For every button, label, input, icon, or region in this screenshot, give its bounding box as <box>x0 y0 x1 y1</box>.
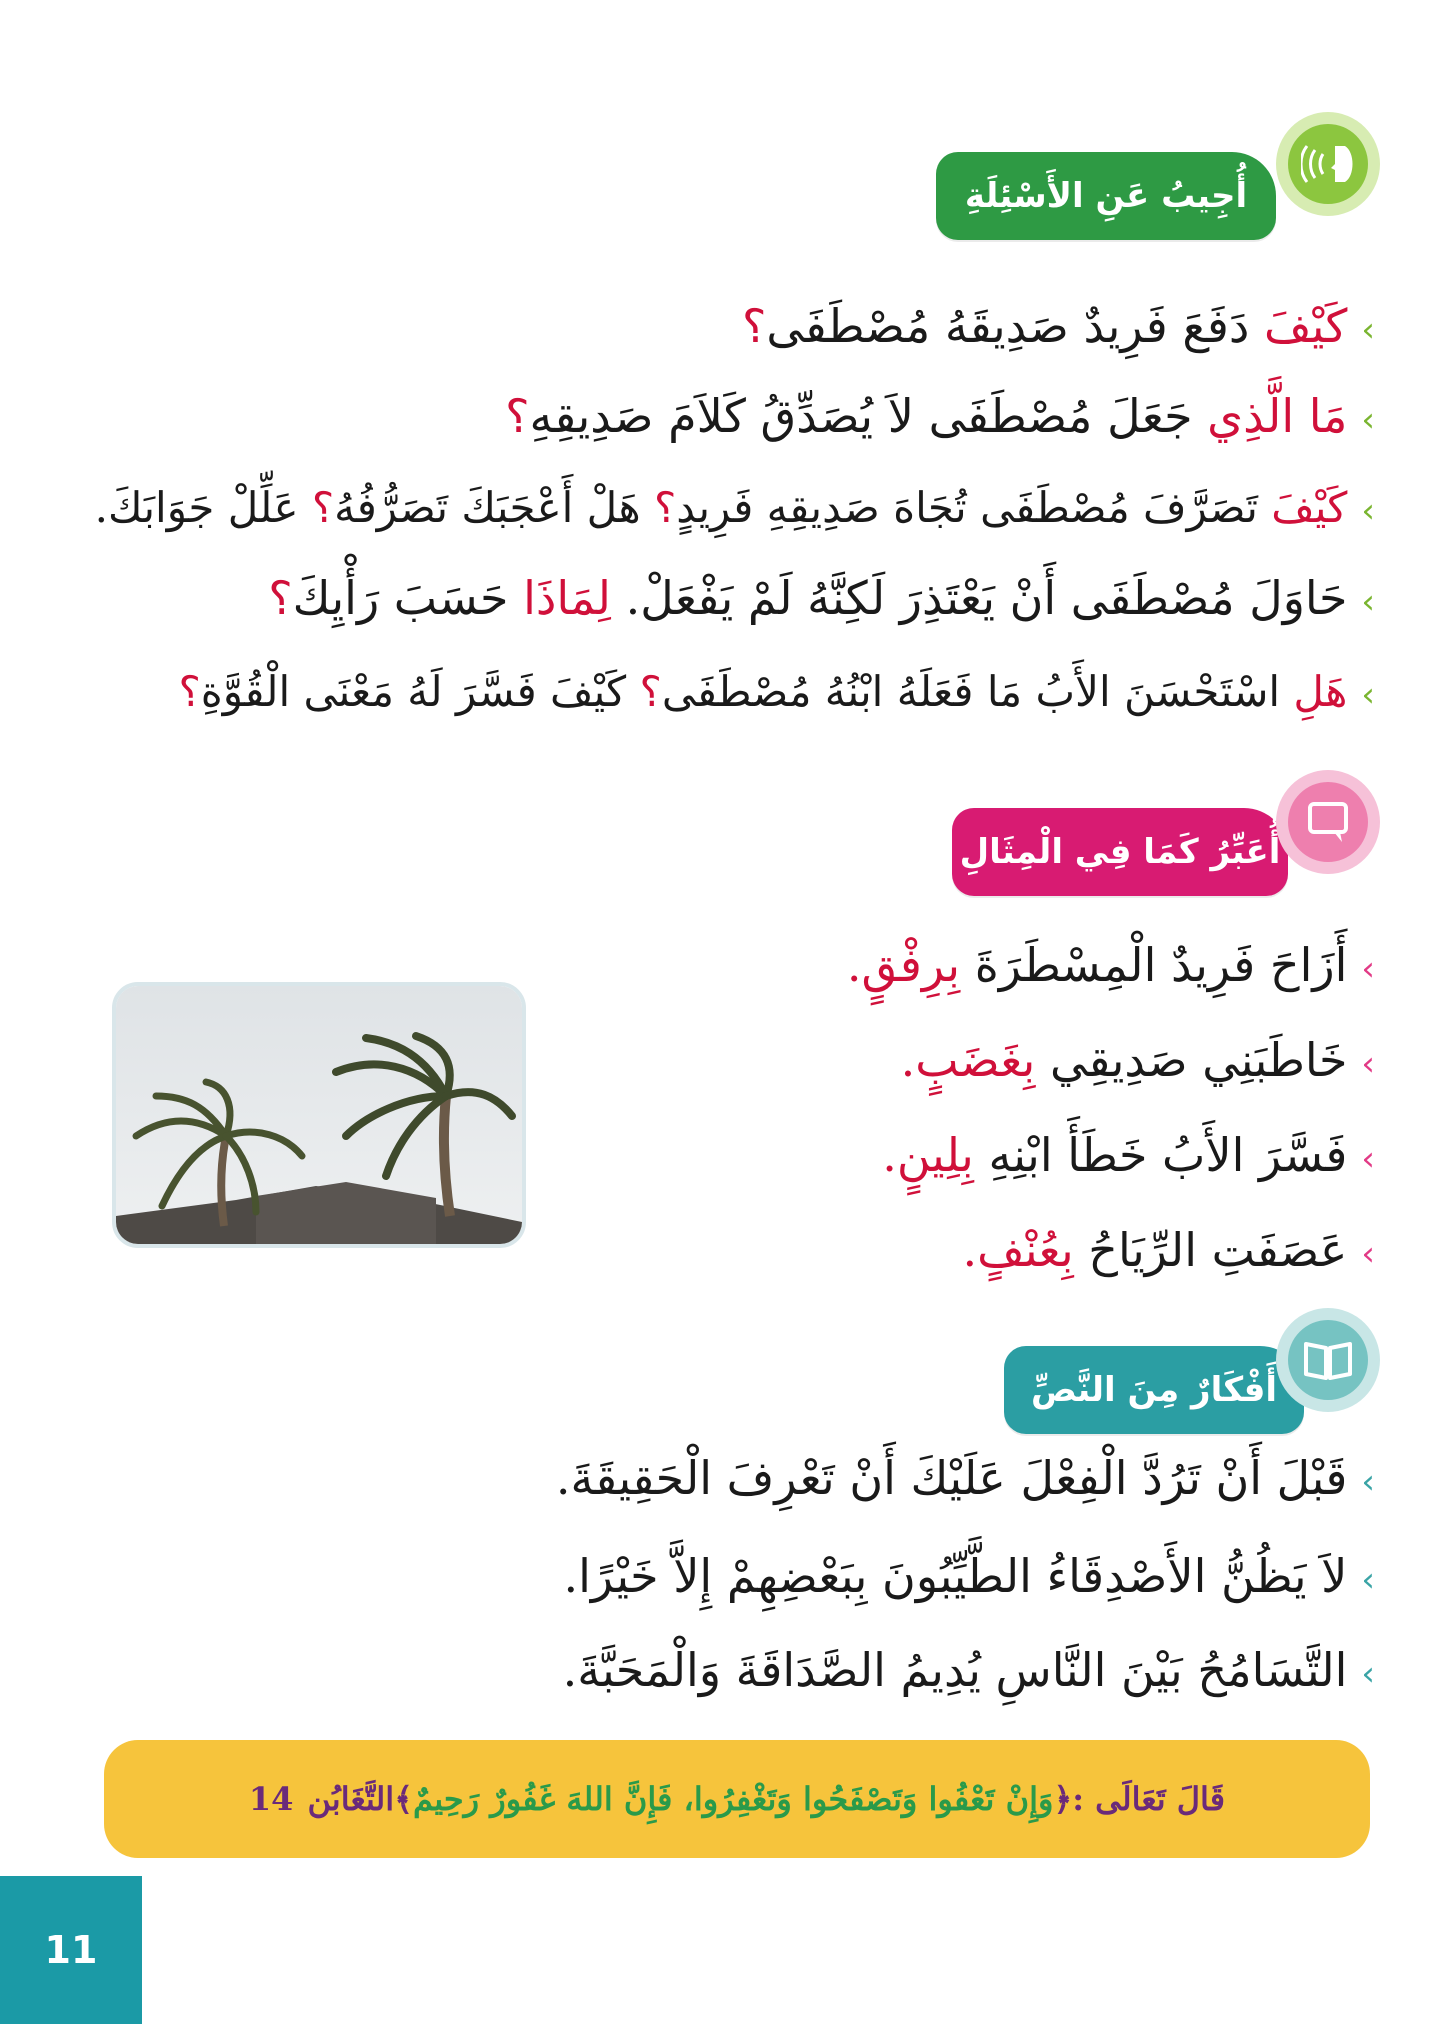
questions-badge <box>1276 112 1380 216</box>
questions-banner <box>936 152 1276 240</box>
idea-3: ›التَّسَامُحُ بَيْنَ النَّاسِ يُدِيمُ الصَّدَاقَةَ وَالْمَحَبَّةَ. <box>563 1640 1375 1704</box>
page-number: 11 <box>44 1928 98 1972</box>
quran-verse-box <box>104 1740 1370 1858</box>
bullet-icon: › <box>1361 582 1375 622</box>
page-number-tab <box>0 1876 142 2024</box>
bullet-icon: › <box>1361 675 1375 715</box>
verse-intro: قَالَ تَعَالَى : <box>1072 1780 1226 1818</box>
ideas-banner <box>1004 1346 1304 1434</box>
bullet-icon: › <box>1361 1654 1375 1694</box>
bullet-icon: › <box>1361 1462 1375 1502</box>
bullet-icon: › <box>1361 310 1375 350</box>
express-title: أُعَبِّرُ كَمَا فِي الْمِثَالِ <box>959 832 1281 872</box>
bullet-icon: › <box>1361 1234 1375 1274</box>
verse-open-bracket: ﴿ <box>1053 1780 1073 1818</box>
bullet-icon: › <box>1361 491 1375 531</box>
idea-2: ›لاَ يَظُنُّ الأَصْدِقَاءُ الطَّيِّبُونَ بِبَعْضِهِمْ إِلاَّ خَيْرًا. <box>563 1546 1375 1610</box>
verse-surah: التَّغَابُن <box>307 1780 395 1818</box>
express-line-2: ›خَاطَبَنِي صَدِيقِي بِغَضَبٍ. <box>901 1030 1375 1094</box>
question-4: ›حَاوَلَ مُصْطَفَى أَنْ يَعْتَذِرَ لَكِنَّهُ لَمْ يَفْعَلْ. لِمَاذَا حَسَبَ رَأْيِكَ؟ <box>268 568 1375 632</box>
verse-close-bracket: ﴾ <box>394 1780 413 1818</box>
express-badge <box>1276 770 1380 874</box>
idea-1: ›قَبْلَ أَنْ تَرُدَّ الْفِعْلَ عَلَيْكَ أَنْ تَعْرِفَ الْحَقِيقَةَ. <box>556 1448 1375 1512</box>
bullet-icon: › <box>1361 400 1375 440</box>
speaking-head-icon <box>1301 140 1355 188</box>
ideas-title: أَفْكَارٌ مِنَ النَّصِّ <box>1030 1370 1278 1410</box>
question-1: ›كَيْفَ دَفَعَ فَرِيدٌ صَدِيقَهُ مُصْطَفَى؟ <box>742 296 1375 360</box>
storm-palm-photo <box>112 982 526 1248</box>
ideas-badge <box>1276 1308 1380 1412</box>
verse-ayah: 14 <box>248 1780 294 1818</box>
bullet-icon: › <box>1361 1139 1375 1179</box>
bullet-icon: › <box>1361 1044 1375 1084</box>
speech-bubble-icon <box>1304 798 1352 846</box>
bullet-icon: › <box>1361 949 1375 989</box>
open-book-icon <box>1302 1338 1354 1382</box>
express-line-3: ›فَسَّرَ الأَبُ خَطَأَ ابْنِهِ بِلِينٍ. <box>882 1125 1375 1189</box>
questions-title: أُجِيبُ عَنِ الأَسْئِلَةِ <box>964 176 1248 216</box>
question-3: ›كَيْفَ تَصَرَّفَ مُصْطَفَى تُجَاهَ صَدِيقِهِ فَرِيدٍ؟ هَلْ أَعْجَبَكَ تَصَرُّفُهُ؟ عَلِّلْ جَوَابَكَ. <box>95 478 1375 541</box>
express-banner <box>952 808 1288 896</box>
question-2: ›مَا الَّذِي جَعَلَ مُصْطَفَى لاَ يُصَدِّقُ كَلاَمَ صَدِيقِهِ؟ <box>505 386 1375 450</box>
express-line-4: ›عَصَفَتِ الرِّيَاحُ بِعُنْفٍ. <box>963 1220 1375 1284</box>
verse-text: وَإِنْ تَعْفُوا وَتَصْفَحُوا وَتَغْفِرُوا، فَإِنَّ اللهَ غَفُورٌ رَحِيمٌ <box>412 1780 1054 1818</box>
express-line-1: ›أَزَاحَ فَرِيدٌ الْمِسْطَرَةَ بِرِفْقٍ. <box>847 935 1375 999</box>
bullet-icon: › <box>1361 1560 1375 1600</box>
question-5: ›هَلِ اسْتَحْسَنَ الأَبُ مَا فَعَلَهُ ابْنُهُ مُصْطَفَى؟ كَيْفَ فَسَّرَ لَهُ مَعْنَى الْقُوَّةِ؟ <box>178 662 1375 725</box>
